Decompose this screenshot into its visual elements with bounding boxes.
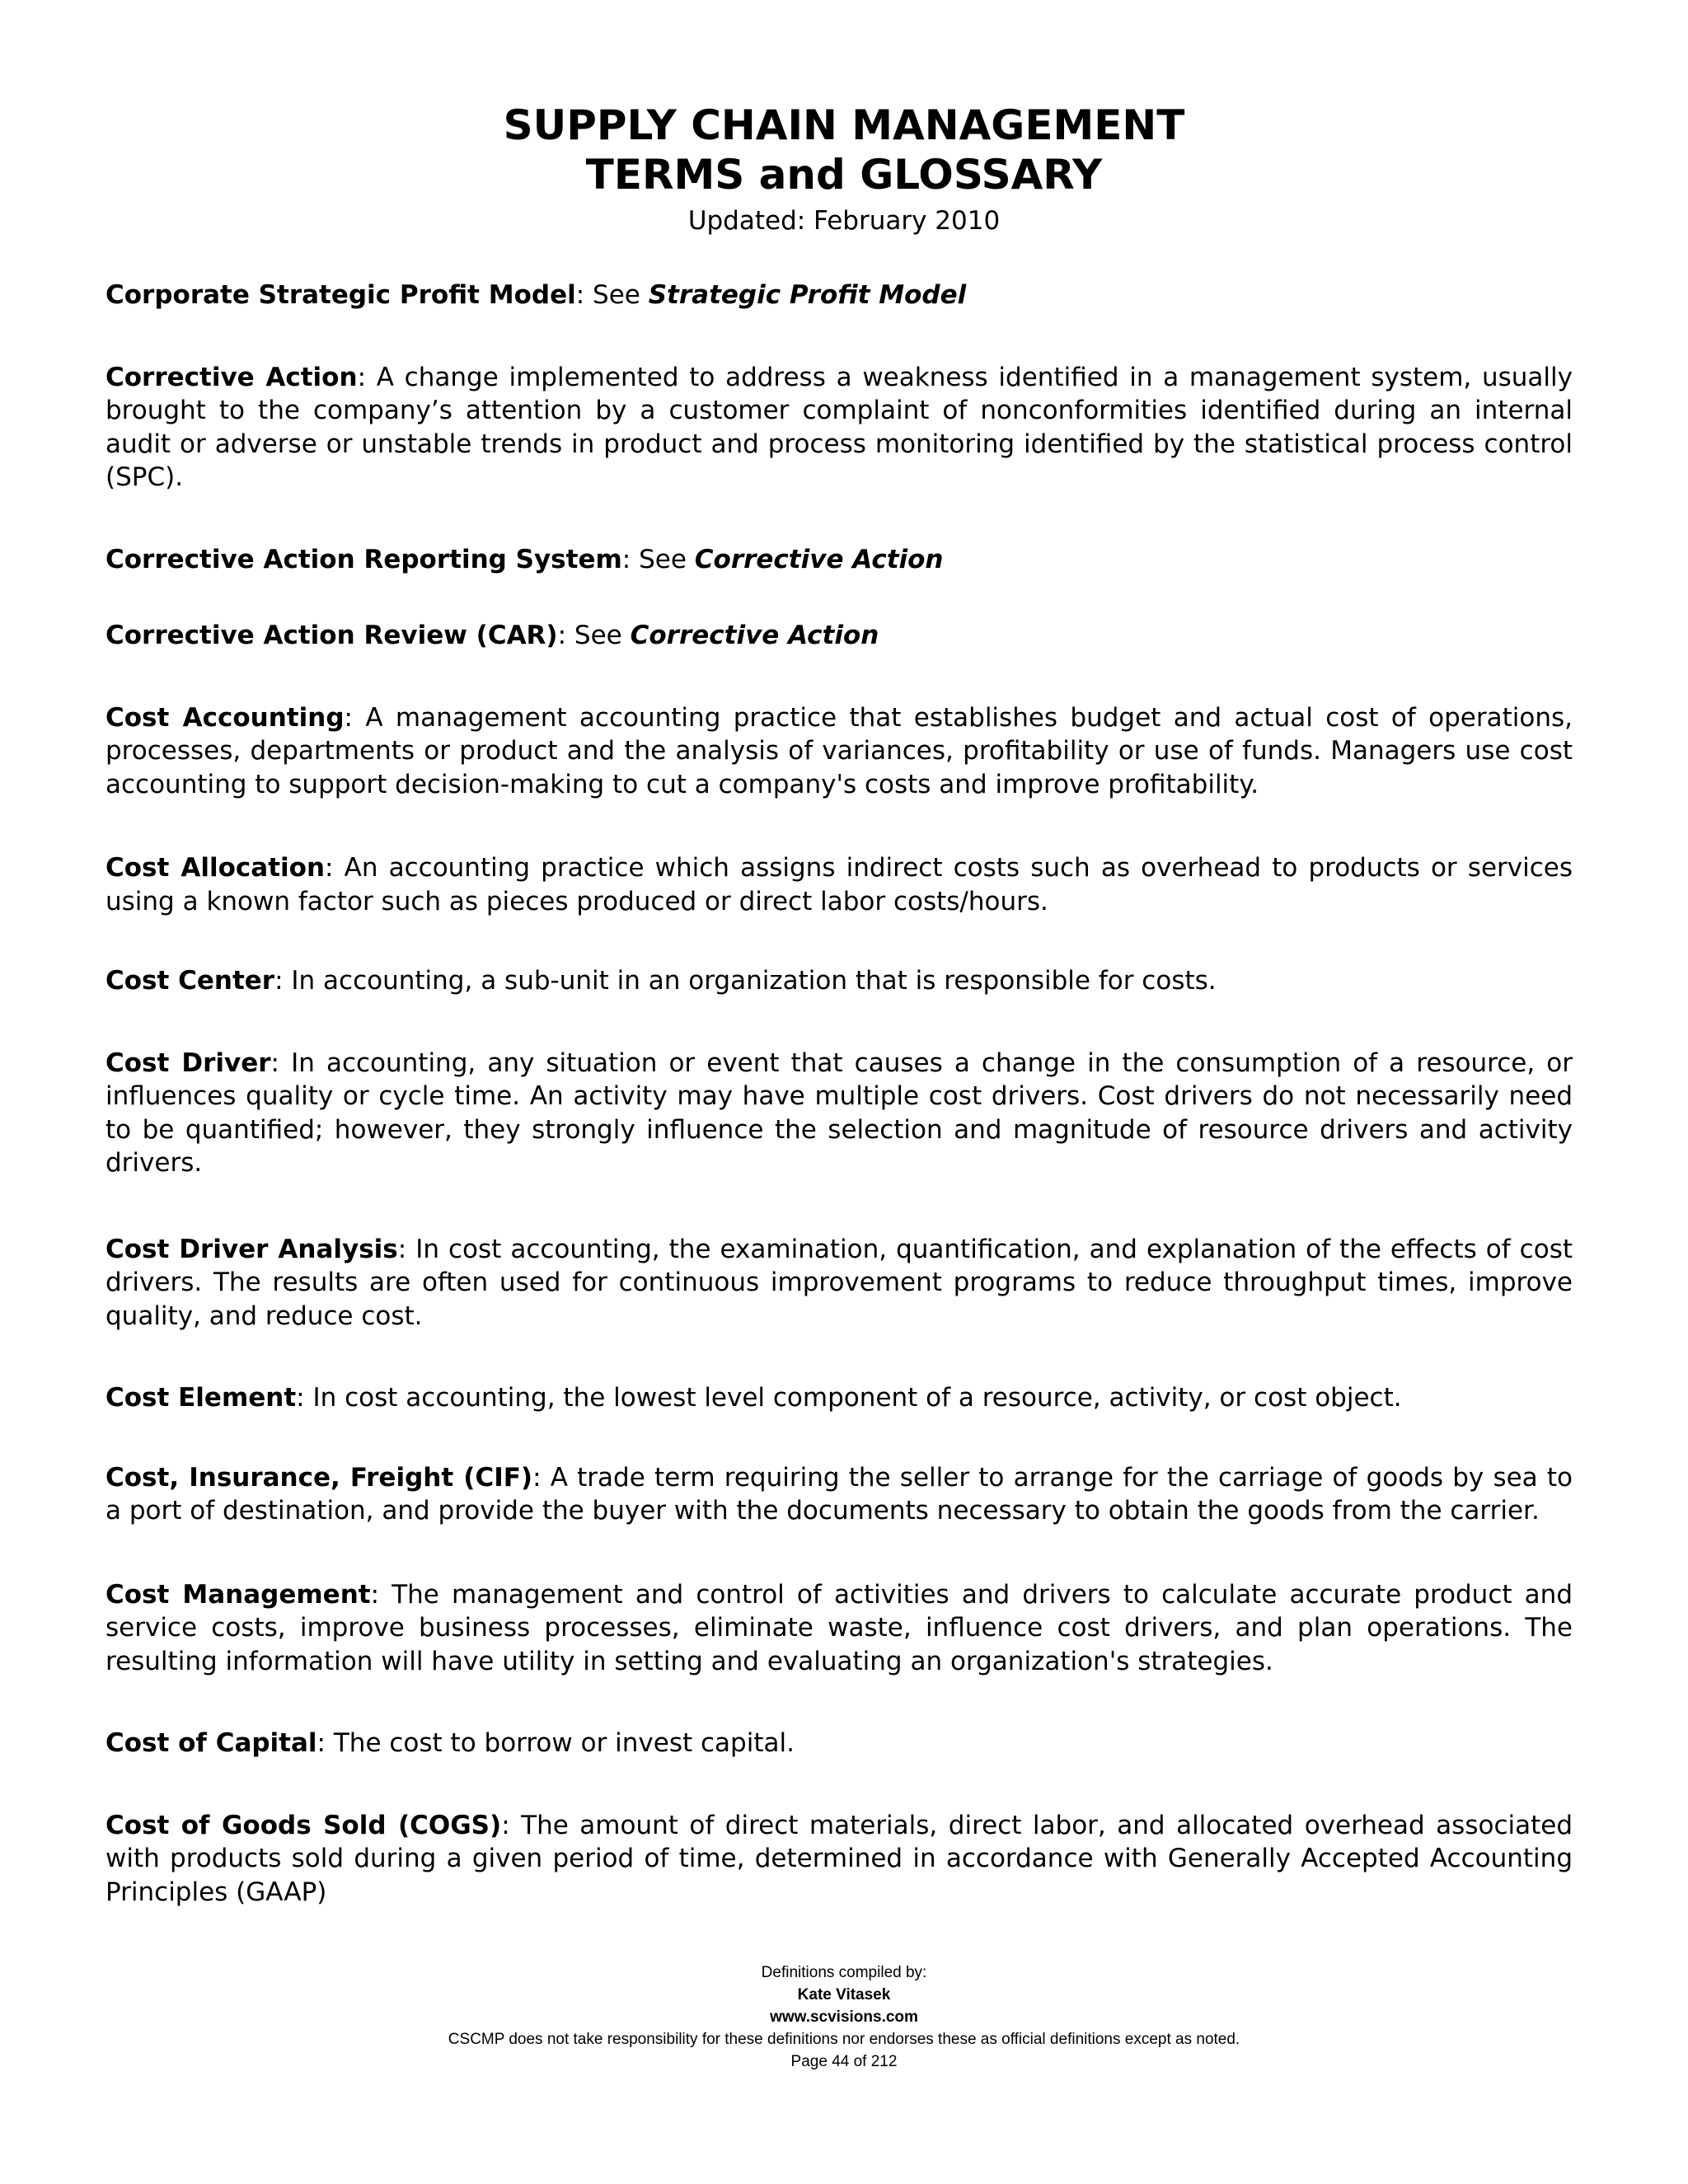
term-separator: : (575, 280, 593, 310)
see-reference: Corrective Action (694, 544, 944, 574)
glossary-entry (106, 851, 1573, 918)
glossary-entry (106, 619, 1573, 653)
glossary-term: Cost, Insurance, Freight (CIF) (106, 1462, 533, 1493)
term-separator: : (557, 621, 574, 650)
glossary-term: Cost of Goods Sold (COGS) (106, 1810, 502, 1840)
glossary-term: Cost Driver (106, 1047, 271, 1078)
glossary-term: Cost Element (106, 1383, 297, 1413)
glossary-entry (106, 1809, 1573, 1910)
page-number: Page 44 of 212 (790, 2053, 898, 2070)
glossary-entry (106, 701, 1573, 802)
glossary-definition: The amount of direct materials, direct labor, and allocated overhead associated with products sold during a given period of time, determined in accordance with Generally Accepted Accounting Principles (GAAP) (106, 1810, 1573, 1907)
see-reference: Strategic Profit Model (648, 280, 967, 310)
term-separator: : (370, 1579, 392, 1610)
glossary-term: Corrective Action Reporting System (106, 544, 622, 574)
glossary-entry (106, 361, 1573, 494)
glossary-entry (106, 1461, 1573, 1528)
website-link[interactable]: www.scvisions.com (770, 2008, 918, 2026)
glossary-definition: See (574, 621, 631, 650)
glossary-term: Cost Allocation (106, 853, 326, 883)
updated-date: Updated: February 2010 (687, 206, 1001, 236)
glossary-definition: See (639, 544, 695, 574)
glossary-term: Cost Driver Analysis (106, 1234, 398, 1264)
glossary-term: Corporate Strategic Profit Model (106, 280, 576, 310)
glossary-definition: See (593, 280, 649, 310)
document-footer (0, 1961, 1688, 2073)
glossary-entry (106, 1233, 1573, 1333)
term-separator: : (621, 544, 640, 574)
glossary-definition: In accounting, a sub-unit in an organization that is responsible for costs. (291, 966, 1217, 996)
term-separator: : (344, 702, 366, 733)
glossary-definition: An accounting practice which assigns indirect costs such as overhead to products or services using a known factor such as pieces produced or direct labor costs/hours. (106, 853, 1573, 916)
glossary-entry (106, 1578, 1573, 1679)
term-separator: : (270, 1047, 292, 1078)
glossary-term: Cost Center (106, 966, 275, 996)
glossary-definition: A management accounting practice that establishes budget and actual cost of operations, processes, departments or product and the analysis of variances, profitability or use of funds. Managers use cost accounting to support decision-making to cut a company's costs and improve profitability. (106, 702, 1573, 799)
term-separator: : (325, 853, 345, 883)
glossary-entry (106, 543, 1573, 577)
compiled-by-label: Definitions compiled by: (761, 1964, 927, 1981)
title-line-1: SUPPLY CHAIN MANAGEMENT (503, 101, 1185, 149)
glossary-term: Cost Accounting (106, 702, 345, 733)
glossary-entry (106, 279, 1573, 312)
glossary-definition: The management and control of activities and drivers to calculate accurate product and service costs, improve business processes, eliminate waste, influence cost drivers, and plan operations. The resulting information will have utility in setting and evaluating an organization's strategies. (106, 1579, 1573, 1676)
title-line-2: TERMS and GLOSSARY (585, 151, 1103, 199)
term-separator: : (501, 1810, 522, 1840)
glossary-term: Cost Management (106, 1579, 371, 1610)
term-separator: : (357, 362, 377, 392)
glossary-entry (106, 1381, 1573, 1415)
disclaimer-text: CSCMP does not take responsibility for these definitions nor endorses these as official definitions except as noted. (448, 2031, 1240, 2048)
glossary-entry (106, 1727, 1573, 1760)
glossary-definition: In accounting, any situation or event that causes a change in the consumption of a resource, or influences quality or cycle time. An activity may have multiple cost drivers. Cost drivers do not necessarily need to be quantified; however, they strongly influence the selection and magnitude of resource drivers and activity drivers. (106, 1047, 1573, 1178)
glossary-term: Corrective Action (106, 362, 358, 392)
author-name: Kate Vitasek (797, 1986, 891, 2004)
see-reference: Corrective Action (630, 621, 879, 650)
term-separator: : (316, 1728, 334, 1758)
term-separator: : (532, 1462, 551, 1493)
glossary-definition: In cost accounting, the examination, quantification, and explanation of the effects of cost drivers. The results are often used for continuous improvement programs to reduce throughput times, improve quality, and reduce cost. (106, 1234, 1573, 1331)
document-header (0, 101, 1688, 237)
term-separator: : (397, 1234, 416, 1264)
glossary-entry (106, 964, 1573, 998)
glossary-term: Cost of Capital (106, 1728, 317, 1758)
glossary-definition: The cost to borrow or invest capital. (333, 1728, 795, 1758)
glossary-definition: A trade term requiring the seller to arrange for the carriage of goods by sea to a port of destination, and provide the buyer with the documents necessary to obtain the goods from the carrier. (106, 1462, 1573, 1526)
glossary-entry (106, 1047, 1573, 1180)
glossary-term: Corrective Action Review (CAR) (106, 621, 558, 650)
glossary-entries (106, 279, 1573, 1909)
term-separator: : (274, 966, 292, 996)
term-separator: : (296, 1383, 313, 1413)
glossary-definition: A change implemented to address a weakness identified in a management system, usually brought to the company’s attention by a customer complaint of nonconformities identified during an internal audit or adverse or unstable trends in product and process monitoring identified by the statistical process control (SPC). (106, 362, 1573, 492)
glossary-definition: In cost accounting, the lowest level component of a resource, activity, or cost object. (312, 1383, 1402, 1413)
